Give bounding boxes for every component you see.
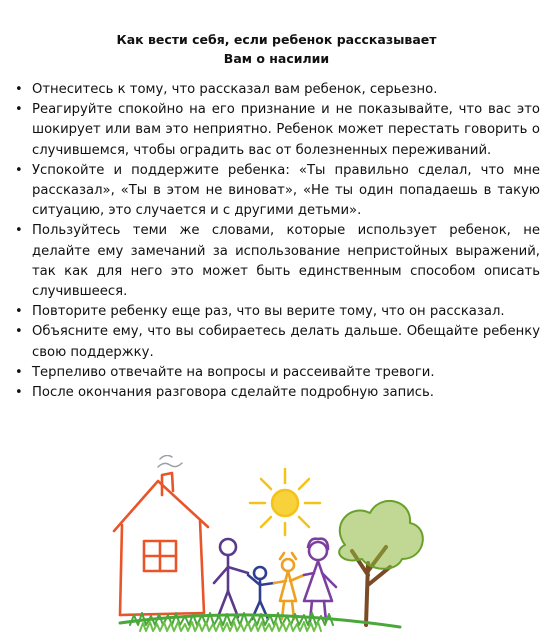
child-figure [274, 553, 304, 619]
child-figure [248, 567, 274, 619]
tip-item: • Повторите ребенку еще раз, что вы верите тому, что он рассказал. [14, 302, 540, 322]
tip-item: • Объясните ему, что вы собираетесь делать дальше. Обещайте ребенку свою поддержку. [14, 322, 540, 362]
family-icon [214, 539, 336, 621]
tip-item: • После окончания разговора сделайте подробную запись. [14, 383, 540, 403]
title-line-2: Вам о насилии [223, 51, 330, 66]
tip-item: • Отнеситесь к тому, что рассказал вам ребенок, серьезно. [14, 80, 540, 100]
father-figure [214, 539, 248, 617]
tree-icon [339, 501, 423, 625]
document-title [0, 30, 553, 68]
mother-figure [304, 539, 336, 621]
tip-item: • Терпеливо отвечайте на вопросы и рассеивайте тревоги. [14, 363, 540, 383]
smoke-icon [158, 455, 182, 467]
sun-icon [250, 469, 320, 535]
tips-list [14, 80, 540, 403]
house-icon [114, 473, 208, 615]
tip-item: • Пользуйтесь теми же словами, которые использует ребенок, не делайте ему замечаний за использование непристойных выражений, так как для него это может быть единственным способом описать случившееся. [14, 221, 540, 302]
tip-item: • Реагируйте спокойно на его признание и не показывайте, что вас это шокирует или вам это неприятно. Ребенок может перестать говорить о случившемся, чтобы оградить вас от болезненных переживаний. [14, 100, 540, 161]
tip-item: • Успокойте и поддержите ребенка: «Ты правильно сделал, что мне рассказал», «Ты в этом не виноват», «Не ты один попадаешь в такую ситуацию, это случается и с другими детьми». [14, 161, 540, 222]
family-illustration [100, 455, 450, 640]
title-line-1: Как вести себя, если ребенок рассказывает [116, 32, 437, 47]
grass-icon [120, 613, 400, 631]
